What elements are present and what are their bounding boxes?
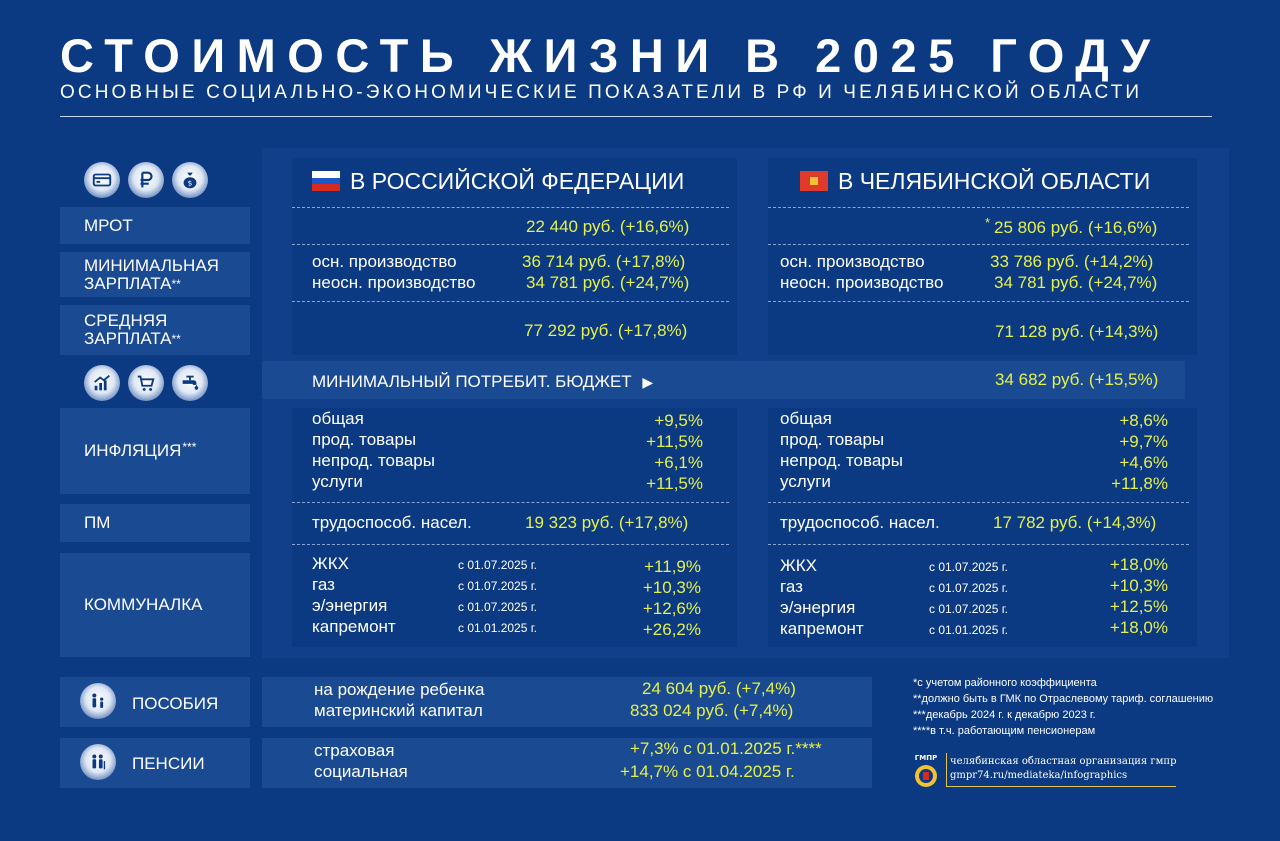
chel-inflation-labels <box>780 408 903 492</box>
pension-social-label: социальная <box>314 762 408 781</box>
rf-inflation-value: +6,1% <box>654 453 703 472</box>
chel-min-salary-label-2: неосн. производство <box>780 273 944 292</box>
rf-utility-label: ЖКХ <box>312 554 349 573</box>
pension-insurance-label: страховая <box>314 741 395 760</box>
rf-inflation-label: непрод. товары <box>312 451 435 470</box>
rf-utilities-dates <box>458 555 537 639</box>
russia-flag-icon <box>312 171 340 191</box>
card-icon <box>84 162 120 198</box>
chel-mrot-mark: * <box>985 215 991 230</box>
chel-mrot-value: 25 806 руб. (+16,6%) <box>994 218 1158 237</box>
chel-utilities-labels <box>780 555 864 639</box>
chel-column-header <box>800 166 1150 196</box>
chel-utility-value: +18,0% <box>1109 555 1168 574</box>
chel-utility-label: ЖКХ <box>780 556 817 575</box>
chel-pm-value: 17 782 руб. (+14,3%) <box>993 513 1157 532</box>
rf-divider-3 <box>292 301 729 302</box>
chel-utility-date: с 01.07.2025 г. <box>929 560 1008 574</box>
page-title: СТОИМОСТЬ ЖИЗНИ В 2025 ГОДУ <box>60 29 1162 82</box>
chel-min-salary-value-2: 34 781 руб. (+24,7%) <box>994 273 1158 292</box>
rf-utility-value: +11,9% <box>644 557 701 576</box>
rf-inflation-value: +11,5% <box>646 474 703 493</box>
benefit-birth-value: 24 604 руб. (+7,4%) <box>642 679 796 698</box>
rf-utility-date: с 01.01.2025 г. <box>458 621 537 635</box>
elderly-couple-icon <box>80 744 116 780</box>
label-inflation: ИНФЛЯЦИЯ *** <box>60 408 250 494</box>
org-logo <box>912 752 940 790</box>
chel-utility-date: с 01.07.2025 г. <box>929 602 1008 616</box>
rf-column-header <box>312 166 684 196</box>
rf-mrot-value: 22 440 руб. (+16,6%) <box>526 217 690 236</box>
footnote: **должно быть в ГМК по Отраслевому тариф. соглашению <box>913 693 1214 705</box>
rf-inflation-value: +9,5% <box>654 411 703 430</box>
label-mrot: МРОТ <box>60 207 250 244</box>
rf-divider-4 <box>292 502 729 503</box>
budget-value: 34 682 руб. (+15,5%) <box>995 370 1159 389</box>
rf-inflation-labels <box>312 408 435 492</box>
rf-divider-1 <box>292 207 729 208</box>
rf-avg-salary-value: 77 292 руб. (+17,8%) <box>524 321 688 340</box>
rf-utility-date: с 01.07.2025 г. <box>458 600 537 614</box>
ruble-icon <box>128 162 164 198</box>
rf-min-salary-label-2: неосн. производство <box>312 273 476 292</box>
rf-pm-value: 19 323 руб. (+17,8%) <box>525 513 689 532</box>
budget-label: МИНИМАЛЬНЫЙ ПОТРЕБИТ. БЮДЖЕТ ▶ <box>312 372 654 391</box>
rf-pm-label: трудоспособ. насел. <box>312 513 472 532</box>
chel-divider-5 <box>768 544 1189 545</box>
chel-utility-label: капремонт <box>780 619 864 638</box>
chel-utility-date: с 01.07.2025 г. <box>929 581 1008 595</box>
chel-utility-date: с 01.01.2025 г. <box>929 623 1008 637</box>
rf-inflation-label: прод. товары <box>312 430 417 449</box>
chel-inflation-values <box>1068 410 1168 494</box>
chel-utilities-dates <box>929 557 1008 641</box>
footnotes <box>913 675 1213 739</box>
play-arrow-icon: ▶ <box>642 374 654 390</box>
benefit-capital-value: 833 024 руб. (+7,4%) <box>630 701 794 720</box>
benefits-label: ПОСОБИЯ <box>132 694 219 713</box>
rf-utility-value: +12,6% <box>642 599 701 618</box>
title-divider <box>60 116 1212 117</box>
footnote: ***декабрь 2024 г. к декабрю 2023 г. <box>913 709 1096 721</box>
growth-chart-icon <box>84 365 120 401</box>
rf-inflation-label: общая <box>312 409 364 428</box>
org-name: челябинская областная организация гмпр <box>950 756 1177 767</box>
chel-utility-value: +10,3% <box>1109 576 1168 595</box>
chel-inflation-label: общая <box>780 409 832 428</box>
chel-utility-label: газ <box>780 577 803 596</box>
chelyabinsk-flag-icon <box>800 171 828 191</box>
chel-utility-value: +18,0% <box>1109 618 1168 637</box>
chel-utility-label: э/энергия <box>780 598 856 617</box>
label-utilities: КОММУНАЛКА <box>60 553 250 657</box>
rf-utility-label: капремонт <box>312 617 396 636</box>
pension-social-value: +14,7% с 01.04.2025 г. <box>620 762 795 781</box>
chel-inflation-value: +8,6% <box>1119 411 1168 430</box>
pensions-label: ПЕНСИИ <box>132 754 205 773</box>
rf-utility-label: газ <box>312 575 335 594</box>
shopping-cart-icon <box>128 365 164 401</box>
chel-utilities-values <box>1068 554 1168 638</box>
water-tap-icon <box>172 365 208 401</box>
rf-inflation-label: услуги <box>312 472 363 491</box>
chel-inflation-label: непрод. товары <box>780 451 903 470</box>
chel-pm-label: трудоспособ. насел. <box>780 513 940 532</box>
org-url[interactable]: gmpr74.ru/mediateka/infographics <box>950 770 1128 781</box>
chel-avg-salary-value: 71 128 руб. (+14,3%) <box>995 322 1159 341</box>
rf-utilities-values <box>601 556 701 640</box>
chel-inflation-value: +4,6% <box>1119 453 1168 472</box>
rf-min-salary-value-1: 36 714 руб. (+17,8%) <box>522 252 686 271</box>
label-pm: ПМ <box>60 504 250 542</box>
chel-min-salary-label-1: осн. производство <box>780 252 925 271</box>
footnote: ****в т.ч. работающим пенсионерам <box>913 725 1096 737</box>
chel-utility-value: +12,5% <box>1109 597 1168 616</box>
chel-inflation-value: +9,7% <box>1119 432 1168 451</box>
rf-divider-5 <box>292 544 729 545</box>
chel-inflation-value: +11,8% <box>1111 474 1168 493</box>
chel-divider-2 <box>768 244 1189 245</box>
chel-min-salary-value-1: 33 786 руб. (+14,2%) <box>990 252 1154 271</box>
rf-utility-date: с 01.07.2025 г. <box>458 579 537 593</box>
rf-utility-value: +26,2% <box>642 620 701 639</box>
label-min-salary: МИНИМАЛЬНАЯ ЗАРПЛАТА** <box>60 252 250 297</box>
rf-inflation-values <box>603 410 703 494</box>
rf-min-salary-value-2: 34 781 руб. (+24,7%) <box>526 273 690 292</box>
chel-divider-3 <box>768 301 1189 302</box>
chel-inflation-label: прод. товары <box>780 430 885 449</box>
pension-insurance-value: +7,3% с 01.01.2025 г.**** <box>630 739 822 758</box>
rf-column-title: В РОССИЙСКОЙ ФЕДЕРАЦИИ <box>350 167 685 194</box>
rf-inflation-value: +11,5% <box>646 432 703 451</box>
svg-text:$: $ <box>187 178 193 188</box>
money-bag-icon <box>172 162 208 198</box>
chel-divider-4 <box>768 502 1189 503</box>
svg-text:ГМПР: ГМПР <box>914 754 938 762</box>
chel-inflation-label: услуги <box>780 472 831 491</box>
rf-utility-label: э/энергия <box>312 596 388 615</box>
rf-utility-value: +10,3% <box>642 578 701 597</box>
benefit-capital-label: материнский капитал <box>314 701 483 720</box>
page-subtitle: ОСНОВНЫЕ СОЦИАЛЬНО-ЭКОНОМИЧЕСКИЕ ПОКАЗАТЕЛИ В РФ И ЧЕЛЯБИНСКОЙ ОБЛАСТИ <box>60 82 1143 103</box>
rf-utility-date: с 01.07.2025 г. <box>458 558 537 572</box>
rf-utilities-labels <box>312 553 396 637</box>
chel-divider-1 <box>768 207 1189 208</box>
family-icon <box>80 683 116 719</box>
rf-min-salary-label-1: осн. производство <box>312 252 457 271</box>
benefit-birth-label: на рождение ребенка <box>314 680 485 699</box>
footnote: *с учетом районного коэффициента <box>913 677 1097 689</box>
label-avg-salary: СРЕДНЯЯ ЗАРПЛАТА** <box>60 305 250 355</box>
chel-column-title: В ЧЕЛЯБИНСКОЙ ОБЛАСТИ <box>838 167 1151 194</box>
rf-divider-2 <box>292 244 729 245</box>
